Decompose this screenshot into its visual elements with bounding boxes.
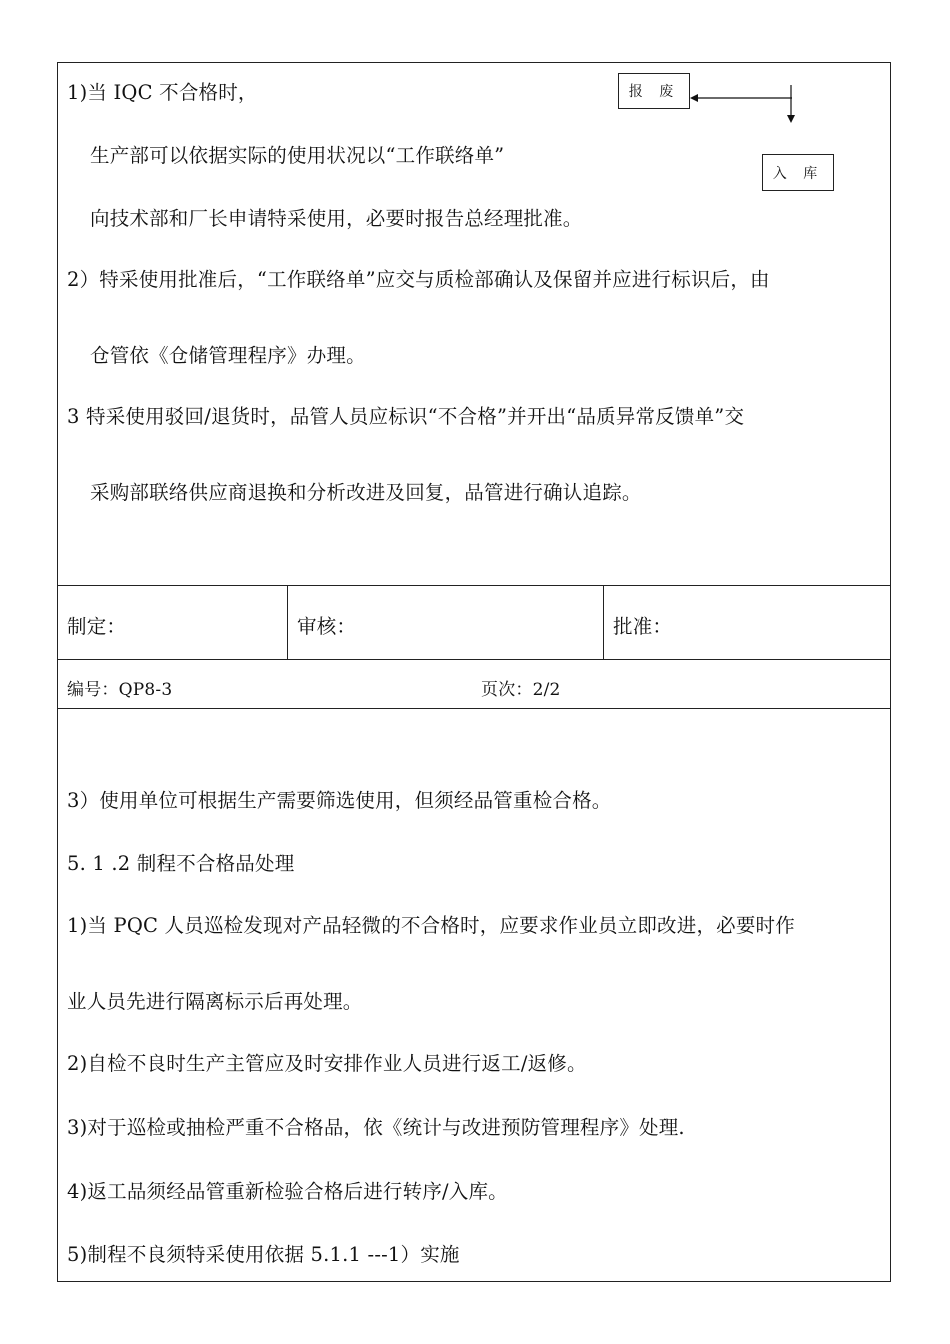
paragraph-line: 3）使用单位可根据生产需要筛选使用，但须经品管重检合格。 [67,789,612,812]
document-frame [57,62,891,1282]
scrap-box [618,73,690,109]
divider [58,585,890,586]
stock-label: 入 库 [772,165,824,182]
paragraph-line: 向技术部和厂长申请特采使用，必要时报告总经理批准。 [90,207,583,230]
section-heading: 5. 1 .2 制程不合格品处理 [67,852,295,875]
divider [58,659,890,660]
paragraph-line: 仓管依《仓储管理程序》办理。 [90,344,366,367]
paragraph-line: 1)当 PQC 人员巡检发现对产品轻微的不合格时，应要求作业员立即改进，必要时作 [67,914,795,937]
approve-label: 批准： [613,615,673,638]
paragraph-line: 1)当 IQC 不合格时， [67,81,258,104]
paragraph-line: 3)对于巡检或抽检严重不合格品，依《统计与改进预防管理程序》处理. [67,1116,685,1139]
divider [287,585,288,659]
scrap-label: 报 废 [628,84,680,100]
review-label: 审核： [297,615,357,638]
paragraph-line: 2)自检不良时生产主管应及时安排作业人员进行返工/返修。 [67,1052,587,1075]
page-number: 页次：2/2 [481,680,561,700]
flow-arrows [688,83,798,125]
paragraph-line: 采购部联络供应商退换和分析改进及回复，品管进行确认追踪。 [90,481,642,504]
divider [603,585,604,659]
document-number: 编号：QP8-3 [67,680,173,700]
paragraph-line: 业人员先进行隔离标示后再处理。 [67,990,363,1013]
draft-label: 制定： [67,615,127,638]
stock-box [762,154,834,191]
paragraph-line: 生产部可以依据实际的使用状况以“工作联络单” [90,144,505,167]
paragraph-line: 2）特采使用批准后，“工作联络单”应交与质检部确认及保留并应进行标识后，由 [67,268,770,291]
paragraph-line: 4)返工品须经品管重新检验合格后进行转序/入库。 [67,1180,508,1203]
paragraph-line: 3 特采使用驳回/退货时，品管人员应标识“不合格”并开出“品质异常反馈单”交 [67,405,745,428]
paragraph-line: 5)制程不良须特采使用依据 5.1.1 ---1）实施 [67,1243,460,1266]
divider [58,708,890,709]
